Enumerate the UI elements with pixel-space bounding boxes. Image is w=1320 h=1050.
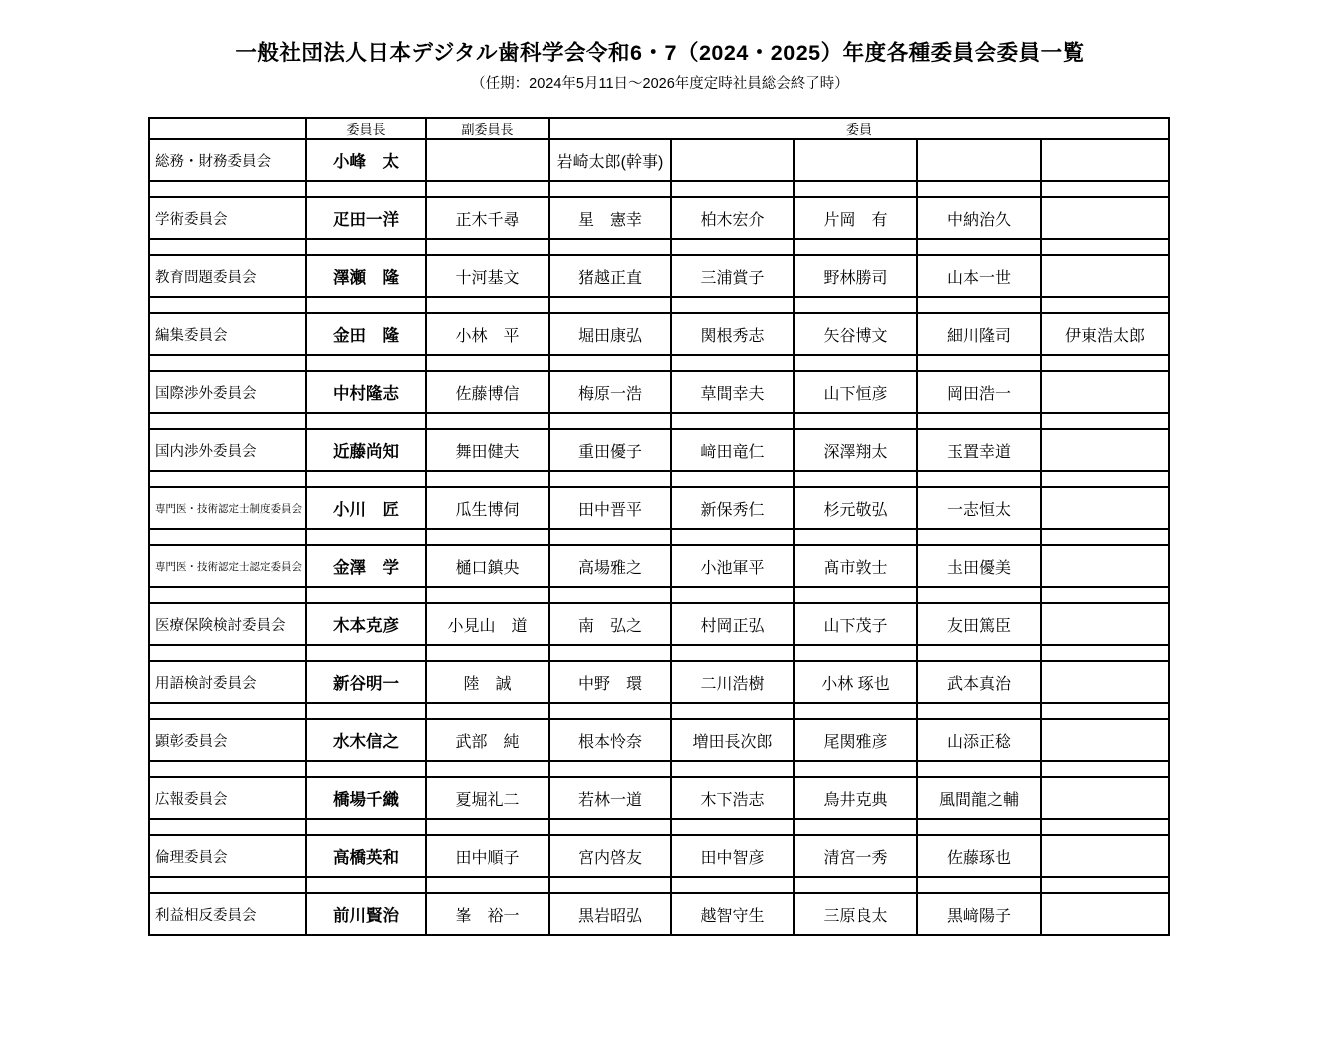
- committee-name-cell: 総務・財務委員会: [149, 139, 306, 181]
- member-cell: 柏木宏介: [671, 197, 794, 239]
- member-cell: [1041, 545, 1169, 587]
- member-cell: 関根秀志: [671, 313, 794, 355]
- member-cell: 鳥井克典: [794, 777, 917, 819]
- member-cell: 中野 環: [549, 661, 671, 703]
- member-cell: 三浦賞子: [671, 255, 794, 297]
- committee-name-cell: 広報委員会: [149, 777, 306, 819]
- member-cell: [1041, 429, 1169, 471]
- member-cell: 尾関雅彦: [794, 719, 917, 761]
- member-cell: [1041, 893, 1169, 935]
- member-cell: [1041, 835, 1169, 877]
- member-cell: [1041, 139, 1169, 181]
- spacer-row: [149, 877, 1169, 893]
- chair-cell: 小川 匠: [306, 487, 426, 529]
- member-cell: 堀田康弘: [549, 313, 671, 355]
- chair-cell: 金澤 学: [306, 545, 426, 587]
- table-row-soumu-zaimu: [149, 139, 1169, 181]
- member-cell: 﨑田竜仁: [671, 429, 794, 471]
- member-cell: [671, 139, 794, 181]
- member-cell: [1041, 487, 1169, 529]
- member-cell: 友田篤臣: [917, 603, 1041, 645]
- table-row-gakujutsu: [149, 197, 1169, 239]
- table-row-senmoni-nintei: [149, 545, 1169, 587]
- member-cell: 細川隆司: [917, 313, 1041, 355]
- spacer-row: [149, 413, 1169, 429]
- vice-chair-cell: 佐藤博信: [426, 371, 549, 413]
- vice-chair-cell: 小林 平: [426, 313, 549, 355]
- committee-name-cell: 用語検討委員会: [149, 661, 306, 703]
- spacer-row: [149, 239, 1169, 255]
- table-row-kenshou: [149, 719, 1169, 761]
- vice-chair-cell: 田中順子: [426, 835, 549, 877]
- member-cell: 高場雅之: [549, 545, 671, 587]
- committee-name-cell: 専門医・技術認定士制度委員会: [149, 487, 306, 529]
- member-cell: [794, 139, 917, 181]
- spacer-row: [149, 355, 1169, 371]
- vice-chair-cell: 樋口鎮央: [426, 545, 549, 587]
- table-row-kyouiku-mondai: [149, 255, 1169, 297]
- member-cell: 南 弘之: [549, 603, 671, 645]
- spacer-row: [149, 819, 1169, 835]
- chair-cell: 澤瀬 隆: [306, 255, 426, 297]
- chair-cell: 橋場千織: [306, 777, 426, 819]
- committee-name-cell: 国際渉外委員会: [149, 371, 306, 413]
- member-cell: 重田優子: [549, 429, 671, 471]
- member-cell: 黒﨑陽子: [917, 893, 1041, 935]
- committee-name-cell: 教育問題委員会: [149, 255, 306, 297]
- member-cell: 星 憲幸: [549, 197, 671, 239]
- chair-cell: 前川賢治: [306, 893, 426, 935]
- table-row-henshuu: [149, 313, 1169, 355]
- member-cell: 武本真治: [917, 661, 1041, 703]
- member-cell: 増田長次郎: [671, 719, 794, 761]
- chair-cell: 木本克彦: [306, 603, 426, 645]
- spacer-row: [149, 703, 1169, 719]
- header-members: 委員: [549, 118, 1169, 139]
- member-cell: 越智守生: [671, 893, 794, 935]
- chair-cell: 中村隆志: [306, 371, 426, 413]
- vice-chair-cell: 夏堀礼二: [426, 777, 549, 819]
- spacer-row: [149, 297, 1169, 313]
- committee-name-cell: 専門医・技術認定士認定委員会: [149, 545, 306, 587]
- table-row-rieki-souhan: [149, 893, 1169, 935]
- page-subtitle: （任期：2024年5月11日～2026年度定時社員総会終了時）: [471, 76, 849, 92]
- member-cell: 山下恒彦: [794, 371, 917, 413]
- spacer-row: [149, 529, 1169, 545]
- chair-cell: 高橋英和: [306, 835, 426, 877]
- chair-cell: 小峰 太: [306, 139, 426, 181]
- member-cell: [1041, 777, 1169, 819]
- member-cell: [1041, 255, 1169, 297]
- member-cell: 山本一世: [917, 255, 1041, 297]
- member-cell: 清宮一秀: [794, 835, 917, 877]
- committee-name-cell: 学術委員会: [149, 197, 306, 239]
- committee-name-cell: 倫理委員会: [149, 835, 306, 877]
- spacer-row: [149, 645, 1169, 661]
- member-cell: 村岡正弘: [671, 603, 794, 645]
- header-vice-chair: 副委員長: [426, 118, 549, 139]
- member-cell: 山添正稔: [917, 719, 1041, 761]
- member-cell: 田中智彦: [671, 835, 794, 877]
- member-cell: 一志恒太: [917, 487, 1041, 529]
- member-cell: 二川浩樹: [671, 661, 794, 703]
- committee-table-container: [148, 117, 1170, 936]
- member-cell: 根本怜奈: [549, 719, 671, 761]
- member-cell: 矢谷博文: [794, 313, 917, 355]
- committee-name-cell: 顕彰委員会: [149, 719, 306, 761]
- member-cell: 新保秀仁: [671, 487, 794, 529]
- table-row-kokusai-shougai: [149, 371, 1169, 413]
- member-cell: 圡田優美: [917, 545, 1041, 587]
- member-cell: 伊東浩太郎: [1041, 313, 1169, 355]
- page-title: 一般社団法人日本デジタル歯科学会令和6・7（2024・2025）年度各種委員会委員一覧: [235, 41, 1085, 65]
- table-row-rinri: [149, 835, 1169, 877]
- member-cell: 片岡 有: [794, 197, 917, 239]
- member-cell: 佐藤琢也: [917, 835, 1041, 877]
- member-cell: 杉元敬弘: [794, 487, 917, 529]
- member-cell: 深澤翔太: [794, 429, 917, 471]
- member-cell: 玉置幸道: [917, 429, 1041, 471]
- table-row-iryou-hoken: [149, 603, 1169, 645]
- member-cell: [1041, 603, 1169, 645]
- member-cell: 野林勝司: [794, 255, 917, 297]
- vice-chair-cell: 舞田健夫: [426, 429, 549, 471]
- table-row-yougo-kentou: [149, 661, 1169, 703]
- vice-chair-cell: 十河基文: [426, 255, 549, 297]
- member-cell: 黒岩昭弘: [549, 893, 671, 935]
- vice-chair-cell: 瓜生博伺: [426, 487, 549, 529]
- member-cell: [1041, 661, 1169, 703]
- spacer-row: [149, 181, 1169, 197]
- chair-cell: 疋田一洋: [306, 197, 426, 239]
- table-row-kokunai-shougai: [149, 429, 1169, 471]
- committee-table: [148, 117, 1170, 936]
- member-cell: 田中晋平: [549, 487, 671, 529]
- header-empty-cell: [149, 118, 306, 139]
- chair-cell: 金田 隆: [306, 313, 426, 355]
- member-cell: 小林 琢也: [794, 661, 917, 703]
- member-cell: 中納治久: [917, 197, 1041, 239]
- member-cell: 三原良太: [794, 893, 917, 935]
- member-cell: 猪越正直: [549, 255, 671, 297]
- member-cell: [1041, 371, 1169, 413]
- member-cell: 木下浩志: [671, 777, 794, 819]
- committee-name-cell: 医療保険検討委員会: [149, 603, 306, 645]
- member-cell: 山下茂子: [794, 603, 917, 645]
- chair-cell: 近藤尚知: [306, 429, 426, 471]
- vice-chair-cell: 小見山 道: [426, 603, 549, 645]
- table-row-kouhou: [149, 777, 1169, 819]
- vice-chair-cell: 峯 裕一: [426, 893, 549, 935]
- member-cell: 梅原一浩: [549, 371, 671, 413]
- chair-cell: 新谷明一: [306, 661, 426, 703]
- header-row: [149, 118, 1169, 139]
- table-row-senmoni-seido: [149, 487, 1169, 529]
- vice-chair-cell: 武部 純: [426, 719, 549, 761]
- committee-name-cell: 編集委員会: [149, 313, 306, 355]
- member-cell: 岡田浩一: [917, 371, 1041, 413]
- header-chair: 委員長: [306, 118, 426, 139]
- member-cell: 岩崎太郎(幹事): [549, 139, 671, 181]
- committee-name-cell: 国内渉外委員会: [149, 429, 306, 471]
- member-cell: 若林一道: [549, 777, 671, 819]
- member-cell: [1041, 197, 1169, 239]
- committee-name-cell: 利益相反委員会: [149, 893, 306, 935]
- member-cell: [917, 139, 1041, 181]
- chair-cell: 水木信之: [306, 719, 426, 761]
- vice-chair-cell: [426, 139, 549, 181]
- spacer-row: [149, 761, 1169, 777]
- spacer-row: [149, 471, 1169, 487]
- member-cell: 風間龍之輔: [917, 777, 1041, 819]
- member-cell: [1041, 719, 1169, 761]
- vice-chair-cell: 正木千尋: [426, 197, 549, 239]
- member-cell: 小池軍平: [671, 545, 794, 587]
- member-cell: 髙市敦士: [794, 545, 917, 587]
- spacer-row: [149, 587, 1169, 603]
- member-cell: 宮内啓友: [549, 835, 671, 877]
- vice-chair-cell: 陸 誠: [426, 661, 549, 703]
- member-cell: 草間幸夫: [671, 371, 794, 413]
